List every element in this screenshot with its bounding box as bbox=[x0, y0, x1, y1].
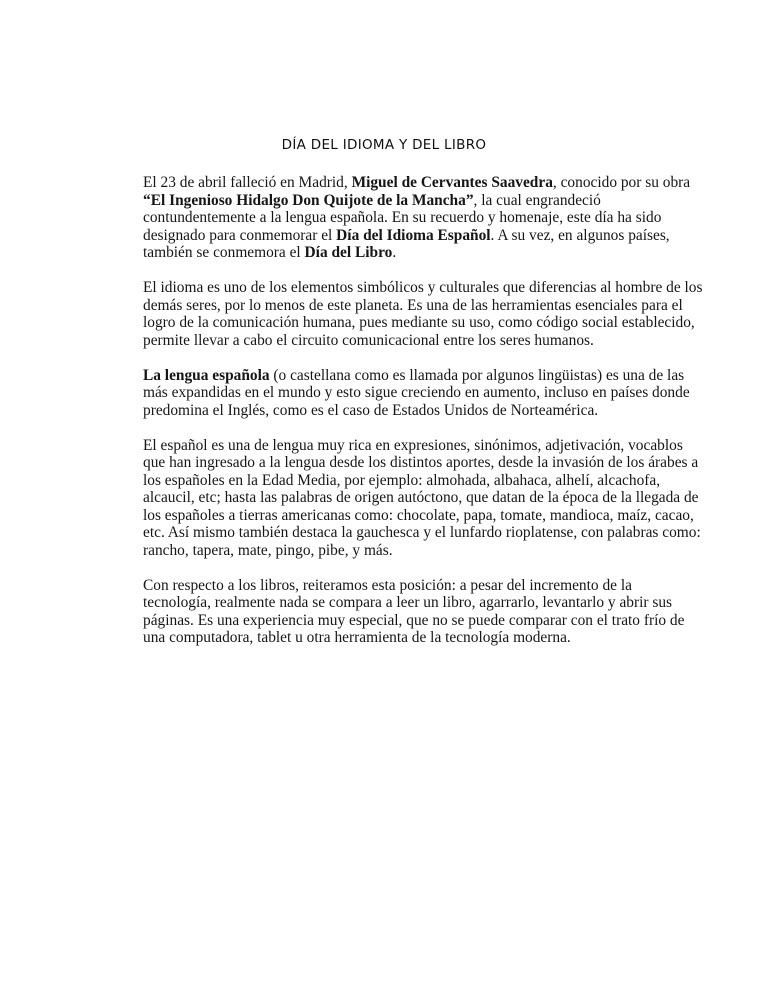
author-name: Miguel de Cervantes Saavedra bbox=[351, 174, 553, 191]
document-body bbox=[143, 174, 703, 664]
p1-text-f: . bbox=[392, 244, 397, 261]
p1-text-e: . A su vez, en algunos países, también se conmemora el bbox=[143, 226, 670, 261]
p3-text-rest: (o castellana como es llamada por algunos lingüistas) es una de las más expandidas en el mundo y esto sigue creciendo en aumento, incluso en países donde predomina el Inglés, como es el caso de Estados Unidos de Norteamérica. bbox=[143, 366, 690, 419]
dia-libro-label: Día del Libro bbox=[304, 244, 393, 261]
paragraph-vocabulario: El español es una de lengua muy rica en expresiones, sinónimos, adjetivación, vocablos que han ingresado a la lengua desde los distintos aportes, desde la invasión de los árabes a los españoles en la Edad Media, por ejemplo: almohada, albahaca, alhelí, alcachofa, alcaucil, etc; hasta las palabras de origen autóctono, que datan de la época de la llegada de los españoles a tierras americanas como: chocolate, papa, tomate, mandioca, maíz, cacao, etc. Así mismo también destaca la gauchesca y el lunfardo rioplatense, con palabras como: rancho, tapera, mate, pingo, pibe, y más. bbox=[143, 436, 701, 559]
p1-text-d: , la cual engrandeció contundentemente a la lengua española. En su recuerdo y homenaje, este día ha sido designado para conmemorar el bbox=[143, 191, 662, 244]
paragraph-idioma: El idioma es uno de los elementos simbólicos y culturales que diferencias al hombre de los demás seres, por lo menos de este planeta. Es una de las herramientas esenciales para el logro de la comunicación humana, pues mediante su uso, como código social establecido, permite llevar a cabo el circuito comunicacional entre los seres humanos. bbox=[143, 279, 703, 349]
dia-idioma-label: Día del Idioma Español bbox=[336, 226, 491, 244]
p1-text-c: , conocido por su obra bbox=[552, 174, 691, 191]
paragraph-libros: Con respecto a los libros, reiteramos esta posición: a pesar del incremento de la tecnología, realmente nada se compara a leer un libro, agarrarlo, levantarlo y abrir sus páginas. Es una experiencia muy especial, que no se puede comparar con el trato frío de una computadora, tablet u otra herramienta de la tecnología moderna. bbox=[143, 576, 685, 646]
paragraph-lengua-espanola bbox=[143, 367, 703, 420]
paragraph-cervantes bbox=[143, 174, 703, 262]
work-title: “El Ingenioso Hidalgo Don Quijote de la Mancha” bbox=[143, 191, 474, 209]
p1-text-a: El 23 de abril falleció en Madrid, bbox=[143, 174, 352, 191]
lengua-espanola-label: La lengua española bbox=[143, 366, 270, 384]
document-title: DÍA DEL IDIOMA Y DEL LIBRO bbox=[281, 137, 487, 153]
